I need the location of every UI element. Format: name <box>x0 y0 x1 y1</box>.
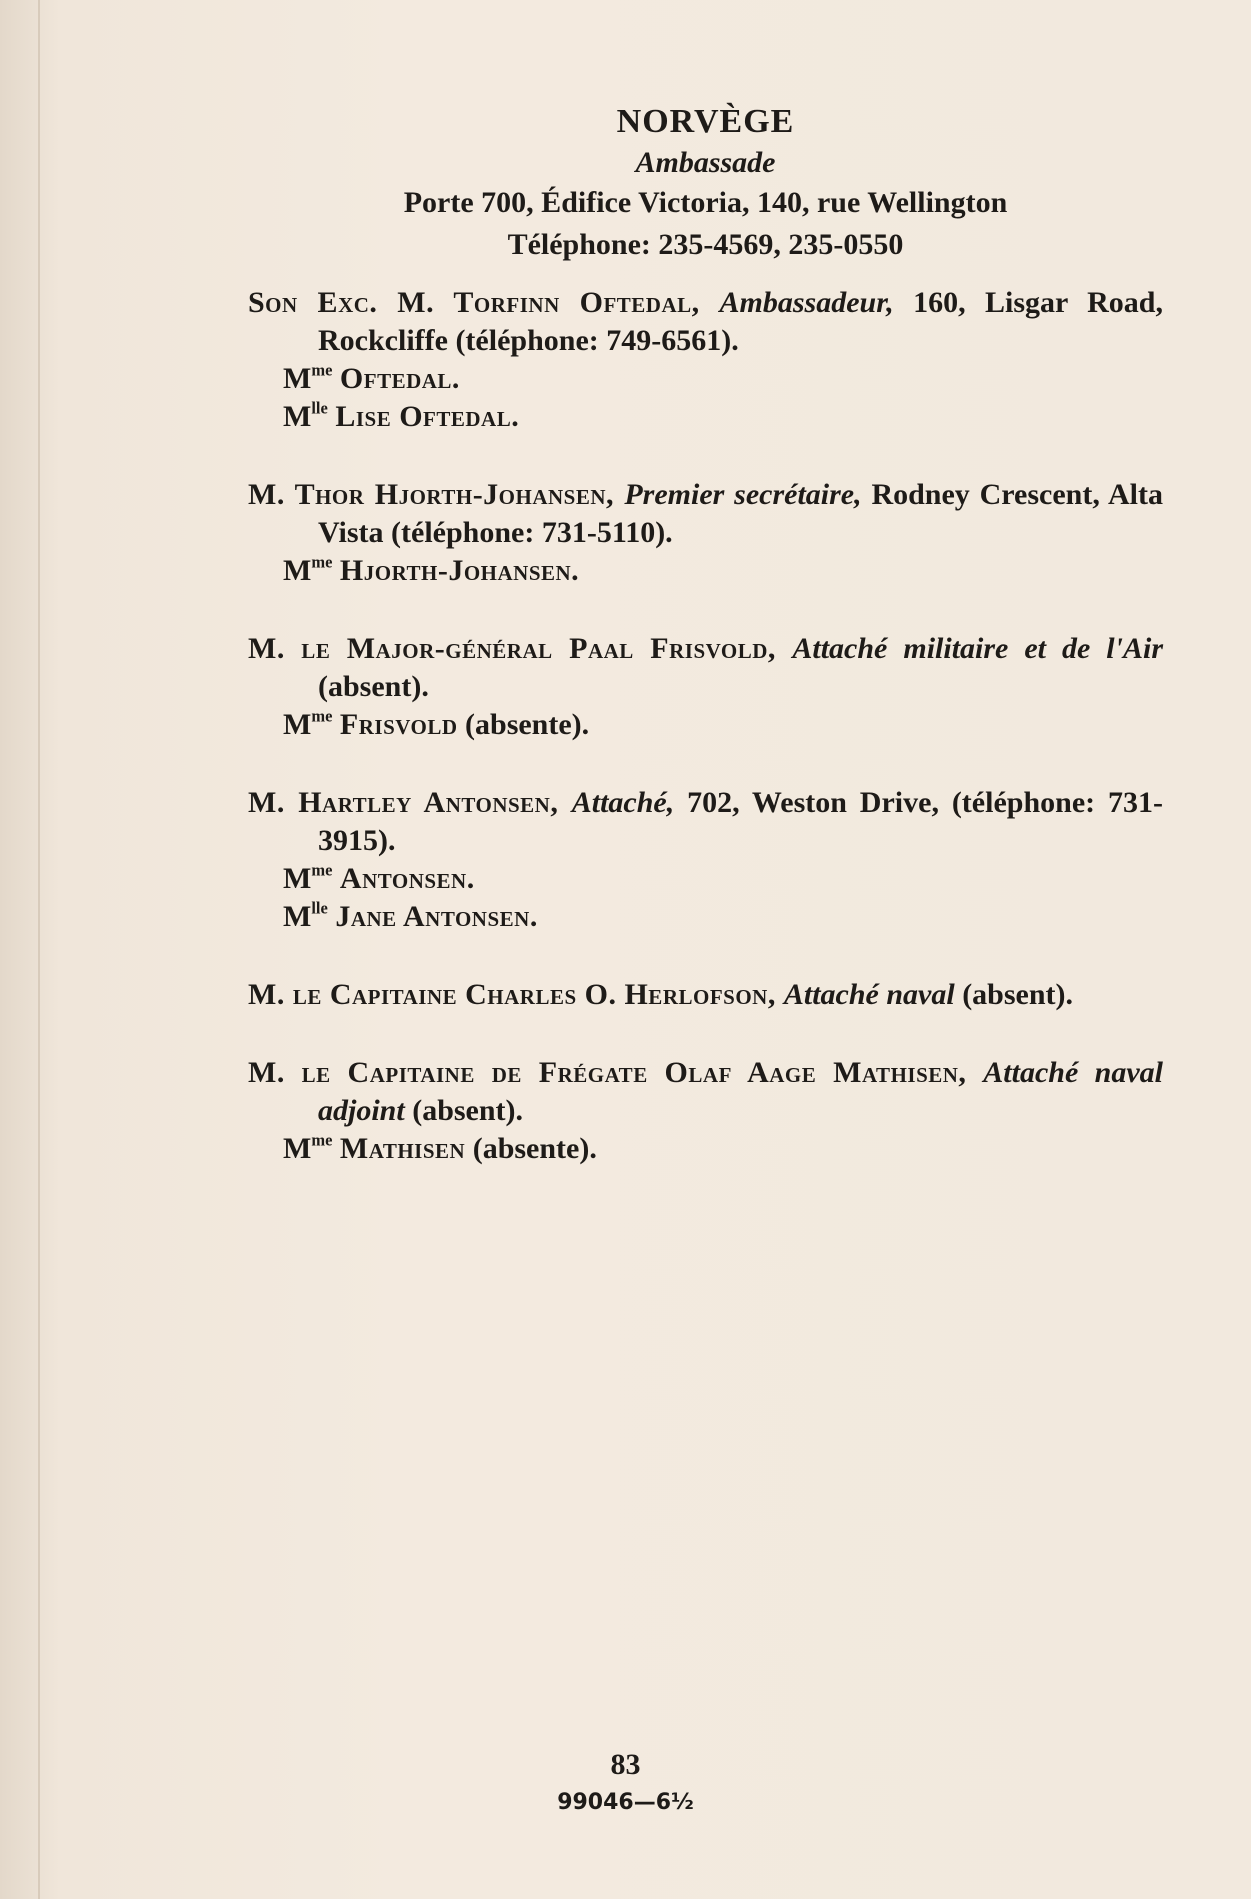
honorific: M <box>283 900 312 933</box>
entry-detail: (absent). <box>318 670 429 703</box>
honorific: M <box>283 708 312 741</box>
family-member-name: Mathisen <box>339 1132 466 1165</box>
entry-main-line <box>248 784 1163 860</box>
honorific-superscript: lle <box>311 398 328 418</box>
phone: Téléphone: 235-4569, 235-0550 <box>507 228 904 261</box>
family-member-name: Frisvold <box>339 708 458 741</box>
honorific-superscript: me <box>311 360 333 380</box>
entry-main-line <box>248 476 1163 552</box>
entry-main-line <box>248 284 1163 360</box>
family-member-name: Oftedal. <box>339 362 460 395</box>
family-member-name: Jane Antonsen. <box>335 900 538 933</box>
entry-family-member <box>248 398 1163 436</box>
entry-family-member <box>248 1130 1163 1168</box>
family-member-name: Antonsen. <box>339 862 475 895</box>
list-item <box>248 630 1163 744</box>
entry-title-role: Attaché militaire et de l'Air <box>792 632 1163 665</box>
entry-title-role: Premier secrétaire, <box>624 478 862 511</box>
address: Porte 700, Édifice Victoria, 140, rue Wellington <box>403 186 1008 219</box>
entry-detail: 702, Weston Drive, (téléphone: 731-3915). <box>318 786 1163 857</box>
honorific: M <box>283 862 312 895</box>
entry-title-role: Attaché naval adjoint <box>318 1056 1163 1127</box>
honorific-superscript: me <box>311 1130 333 1150</box>
directory-content <box>248 100 1163 1168</box>
honorific-superscript: me <box>311 706 333 726</box>
list-item <box>248 976 1163 1014</box>
honorific: M <box>283 400 312 433</box>
family-member-name: Lise Oftedal. <box>335 400 520 433</box>
entry-detail: Rodney Crescent, Alta Vista (téléphone: 731-5110). <box>318 478 1164 549</box>
honorific-superscript: me <box>311 860 333 880</box>
list-item <box>248 784 1163 936</box>
honorific: M <box>283 1132 312 1165</box>
list-item <box>248 476 1163 590</box>
entry-family-member <box>248 552 1163 590</box>
honorific-superscript: lle <box>311 898 328 918</box>
entry-detail: (absent). <box>954 978 1074 1011</box>
entry-title-role: Ambassadeur, <box>719 286 894 319</box>
entry-detail: (absent). <box>404 1094 524 1127</box>
entry-person-name: M. le Capitaine Charles O. Herlofson, <box>248 978 784 1011</box>
entry-detail: 160, Lisgar Road, Rockcliffe (téléphone: 749-6561). <box>318 286 1163 357</box>
entry-main-line <box>248 976 1163 1014</box>
page-number: 83 <box>610 1748 641 1781</box>
entry-family-member <box>248 706 1163 744</box>
entry-title-role: Attaché, <box>571 786 675 819</box>
entry-person-name: M. Hartley Antonsen, <box>248 786 572 819</box>
honorific: M <box>283 554 312 587</box>
entry-main-line <box>248 630 1163 706</box>
subtitle: Ambassade <box>635 146 776 179</box>
honorific-superscript: me <box>311 552 333 572</box>
family-member-status: (absente). <box>465 1132 597 1165</box>
entry-person-name: M. Thor Hjorth-Johansen, <box>248 478 625 511</box>
list-item <box>248 284 1163 436</box>
printer-signature: 99046—6½ <box>557 1790 694 1815</box>
page-spine <box>38 0 40 1899</box>
list-item <box>248 1054 1163 1168</box>
entry-main-line <box>248 1054 1163 1130</box>
entry-person-name: M. le Major-général Paal Frisvold, <box>248 632 793 665</box>
entry-person-name: M. le Capitaine de Frégate Olaf Aage Mathisen, <box>248 1056 984 1089</box>
entry-title-role: Attaché naval <box>783 978 955 1011</box>
honorific: M <box>283 362 312 395</box>
entries-list <box>248 284 1163 1168</box>
family-member-name: Hjorth-Johansen. <box>339 554 580 587</box>
entry-person-name: Son Exc. M. Torfinn Oftedal, <box>248 286 720 319</box>
family-member-status: (absente). <box>457 708 590 741</box>
entry-family-member <box>248 360 1163 398</box>
country-heading: NORVÈGE <box>616 103 795 140</box>
entry-family-member <box>248 860 1163 898</box>
entry-family-member <box>248 898 1163 936</box>
